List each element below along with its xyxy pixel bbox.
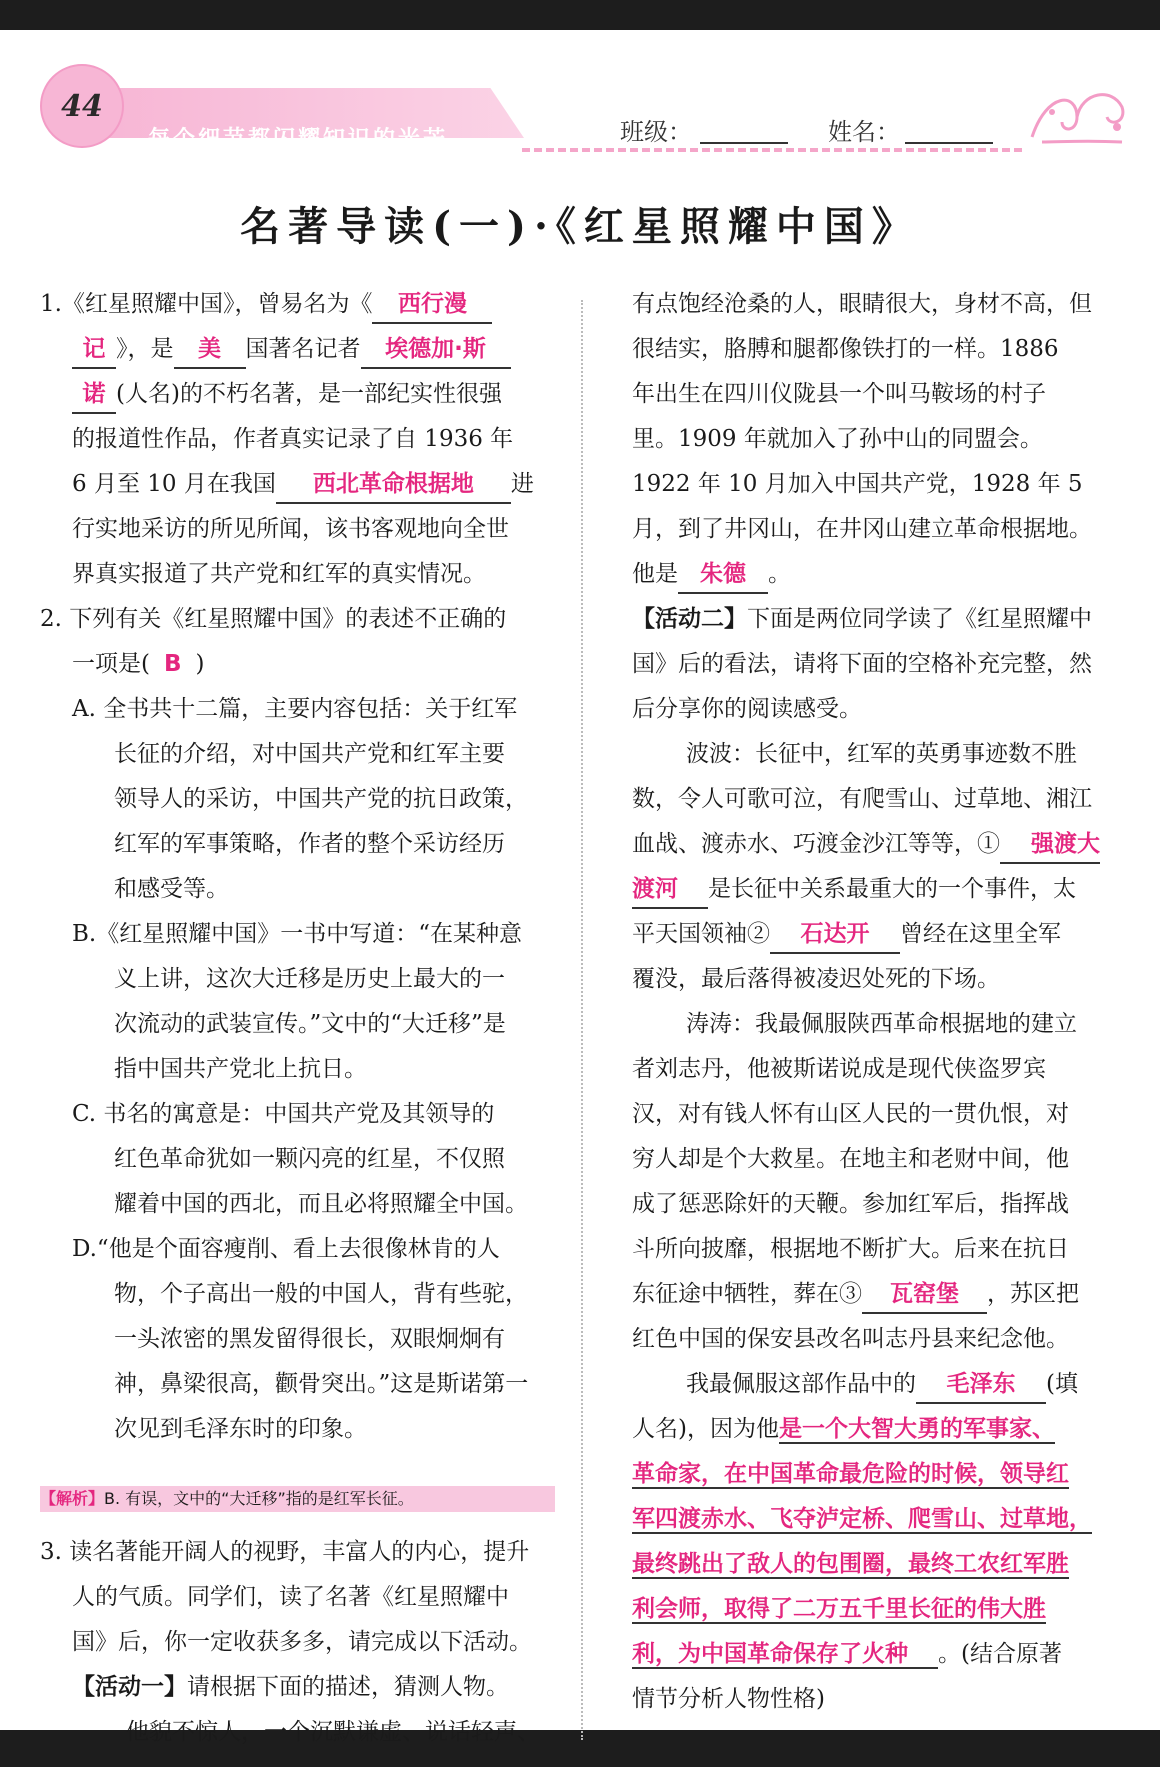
name-label: 姓名： (828, 118, 900, 146)
q1-line: 的报道性作品，作者真实记录了自 1936 年 (72, 426, 514, 452)
right-line: 人名)，因为他是一个大智大勇的军事家、 (632, 1416, 1055, 1442)
right-line: 月，到了井冈山，在井冈山建立革命根据地。 (632, 516, 1092, 542)
right-line: 1922 年 10 月加入中国共产党，1928 年 5 (632, 471, 1083, 497)
right-line: 后分享你的阅读感受。 (632, 696, 862, 722)
right-line (632, 1452, 1069, 1497)
column-divider (581, 300, 583, 1740)
answer-blank[interactable]: 瓦窑堡 (862, 1276, 987, 1314)
option-d-line: 物，个子高出一般的中国人，背有些驼， (114, 1281, 528, 1307)
activity-two-line: 【活动二】下面是两位同学读了《红星照耀中 (632, 606, 1092, 632)
q3-line: 国》后，你一定收获多多，请完成以下活动。 (72, 1629, 532, 1655)
option-a-line: 长征的介绍，对中国共产党和红军主要 (114, 741, 505, 767)
page-number: 44 (61, 88, 103, 124)
q3-line: 他貌不惊人，一个沉默谦虚、说话轻声、 (126, 1719, 540, 1745)
option-c-line: C. 书名的寓意是：中国共产党及其领导的 (72, 1101, 495, 1127)
right-line: 里。1909 年就加入了孙中山的同盟会。 (632, 426, 1043, 452)
q3-line: 3. 读名著能开阔人的视野，丰富人的内心，提升 (40, 1539, 530, 1565)
option-a-line: 和感受等。 (114, 876, 229, 902)
right-line: 覆没，最后落得被凌迟处死的下场。 (632, 966, 1000, 992)
right-line (632, 1587, 1046, 1632)
answer-blank[interactable]: 诺 (72, 376, 116, 414)
answer-blank[interactable]: 强渡大 (1000, 826, 1100, 864)
answer-blank[interactable]: 石达开 (770, 916, 900, 954)
analysis-box (40, 1486, 555, 1512)
option-d-line: 一头浓密的黑发留得很长，双眼炯炯有 (114, 1326, 505, 1352)
answer-blank[interactable]: 西北革命根据地 (276, 466, 511, 504)
q1-line: 诺 (人名)的不朽名著，是一部纪实性很强 (72, 372, 502, 417)
name-field[interactable] (905, 142, 993, 144)
right-line: 国》后的看法，请将下面的空格补充完整，然 (632, 651, 1092, 677)
header-slogan: 每个细节都闪耀知识的光芒 (148, 127, 449, 152)
right-line: 东征途中牺牲，葬在③ 瓦窑堡 ，苏区把 (632, 1272, 1079, 1317)
option-b-line: 指中国共产党北上抗日。 (114, 1056, 367, 1082)
right-line: 波波：长征中，红军的英勇事迹数不胜 (686, 741, 1077, 767)
answer-text[interactable]: 最终跳出了敌人的包围圈，最终工农红军胜 (632, 1551, 1069, 1577)
worksheet-page (0, 30, 1160, 1745)
right-line: 渡河 是长征中关系最重大的一个事件，太 (632, 867, 1076, 912)
right-line: 红色中国的保安县改名叫志丹县来纪念他。 (632, 1326, 1069, 1352)
activity-two-tag: 【活动二】 (632, 606, 747, 632)
option-d-line: D.“他是个面容瘦削、看上去很像林肯的人 (72, 1236, 500, 1262)
option-a-line: 领导人的采访，中国共产党的抗日政策， (114, 786, 528, 812)
q1-line: 6 月至 10 月在我国 西北革命根据地 进 (72, 462, 534, 507)
q3-line: 人的气质。同学们，读了名著《红星照耀中 (72, 1584, 509, 1610)
right-line: 穷人却是个大救星。在地主和老财中间，他 (632, 1146, 1069, 1172)
right-line: 他是 朱德 。 (632, 552, 791, 597)
q1-line: 界真实报道了共产党和红军的真实情况。 (72, 561, 486, 587)
option-b-line: 义上讲，这次大迁移是历史上最大的一 (114, 966, 505, 992)
right-line: 有点饱经沧桑的人，眼睛很大，身材不高，但 (632, 291, 1092, 317)
header-dashed-line (522, 148, 1022, 152)
answer-blank[interactable]: 记 (72, 331, 116, 369)
answer-blank[interactable]: 朱德 (678, 556, 768, 594)
answer-blank[interactable]: 美 (174, 331, 246, 369)
option-a-line: 红军的军事策略，作者的整个采访经历 (114, 831, 505, 857)
right-line: 斗所向披靡，根据地不断扩大。后来在抗日 (632, 1236, 1069, 1262)
page-title: 名著导读(一)·《红星照耀中国》 (240, 203, 920, 250)
answer-blank[interactable]: 埃德加·斯 (361, 331, 511, 369)
answer-text[interactable]: 利会师，取得了二万五千里长征的伟大胜 (632, 1596, 1046, 1622)
answer-blank[interactable]: 渡河 (632, 871, 708, 909)
class-label: 班级： (620, 118, 692, 146)
right-line: 成了惩恶除奸的天鞭。参加红军后，指挥战 (632, 1191, 1069, 1217)
right-line: 涛涛：我最佩服陕西革命根据地的建立 (686, 1011, 1077, 1037)
q1-line: 1.《红星照耀中国》，曾易名为《 西行漫 (40, 282, 492, 327)
answer-text[interactable]: 革命家，在中国革命最危险的时候，领导红 (632, 1461, 1069, 1487)
right-line: 血战、渡赤水、巧渡金沙江等等，① 强渡大 (632, 822, 1100, 867)
right-line: 利，为中国革命保存了火种 。(结合原著 (632, 1641, 1062, 1667)
right-line: 我最佩服这部作品中的 毛泽东 (填 (686, 1362, 1078, 1407)
q1-line: 行实地采访的所见所闻，该书客观地向全世 (72, 516, 509, 542)
option-d-line: 神，鼻梁很高，颧骨突出。”这是斯诺第一 (114, 1371, 529, 1397)
option-c-line: 红色革命犹如一颗闪亮的红星，不仅照 (114, 1146, 505, 1172)
right-line: 平天国领袖② 石达开 曾经在这里全军 (632, 912, 1061, 957)
right-line: 很结实，胳膊和腿都像铁打的一样。1886 (632, 336, 1059, 362)
option-d-line: 次见到毛泽东时的印象。 (114, 1416, 367, 1442)
activity-one-tag: 【活动一】 (72, 1674, 187, 1700)
right-line: 情节分析人物性格) (632, 1686, 825, 1712)
q2-answer[interactable]: B (163, 651, 182, 677)
activity-one-line: 【活动一】请根据下面的描述，猜测人物。 (72, 1674, 509, 1700)
analysis-tag: 【解析】 (40, 1489, 105, 1508)
analysis-text: B. 有误，文中的“大迁移”指的是红军长征。 (104, 1489, 414, 1508)
right-line: 者刘志丹，他被斯诺说成是现代侠盗罗宾 (632, 1056, 1046, 1082)
option-b-line: B.《红星照耀中国》一书中写道：“在某种意 (72, 921, 522, 947)
option-c-line: 耀着中国的西北，而且必将照耀全中国。 (114, 1191, 528, 1217)
q2-stem: 2. 下列有关《红星照耀中国》的表述不正确的 (40, 606, 507, 632)
answer-blank[interactable]: 西行漫 (372, 286, 492, 324)
answer-blank[interactable]: 毛泽东 (916, 1366, 1046, 1404)
q2-stem: 一项是( B ) (72, 651, 205, 677)
option-a-line: A. 全书共十二篇，主要内容包括：关于红军 (72, 696, 518, 722)
class-field[interactable] (700, 142, 788, 144)
right-line: 年出生在四川仪陇县一个叫马鞍场的村子 (632, 381, 1046, 407)
right-line: 汉，对有钱人怀有山区人民的一贯仇恨，对 (632, 1101, 1069, 1127)
flourish-ornament-icon (1022, 82, 1132, 152)
answer-text[interactable]: 是一个大智大勇的军事家、 (778, 1416, 1055, 1442)
answer-text[interactable]: 利，为中国革命保存了火种 (632, 1641, 938, 1669)
q1-line: 记 》，是 美 国著名记者 埃德加·斯 (72, 327, 511, 372)
page-number-badge (40, 64, 124, 148)
option-b-line: 次流动的武装宣传。”文中的“大迁移”是 (114, 1011, 506, 1037)
right-line: 数，令人可歌可泣，有爬雪山、过草地、湘江 (632, 786, 1092, 812)
right-line (632, 1542, 1069, 1587)
answer-text[interactable]: 军四渡赤水、飞夺泸定桥、爬雪山、过草地， (632, 1506, 1092, 1532)
right-line (632, 1497, 1092, 1542)
